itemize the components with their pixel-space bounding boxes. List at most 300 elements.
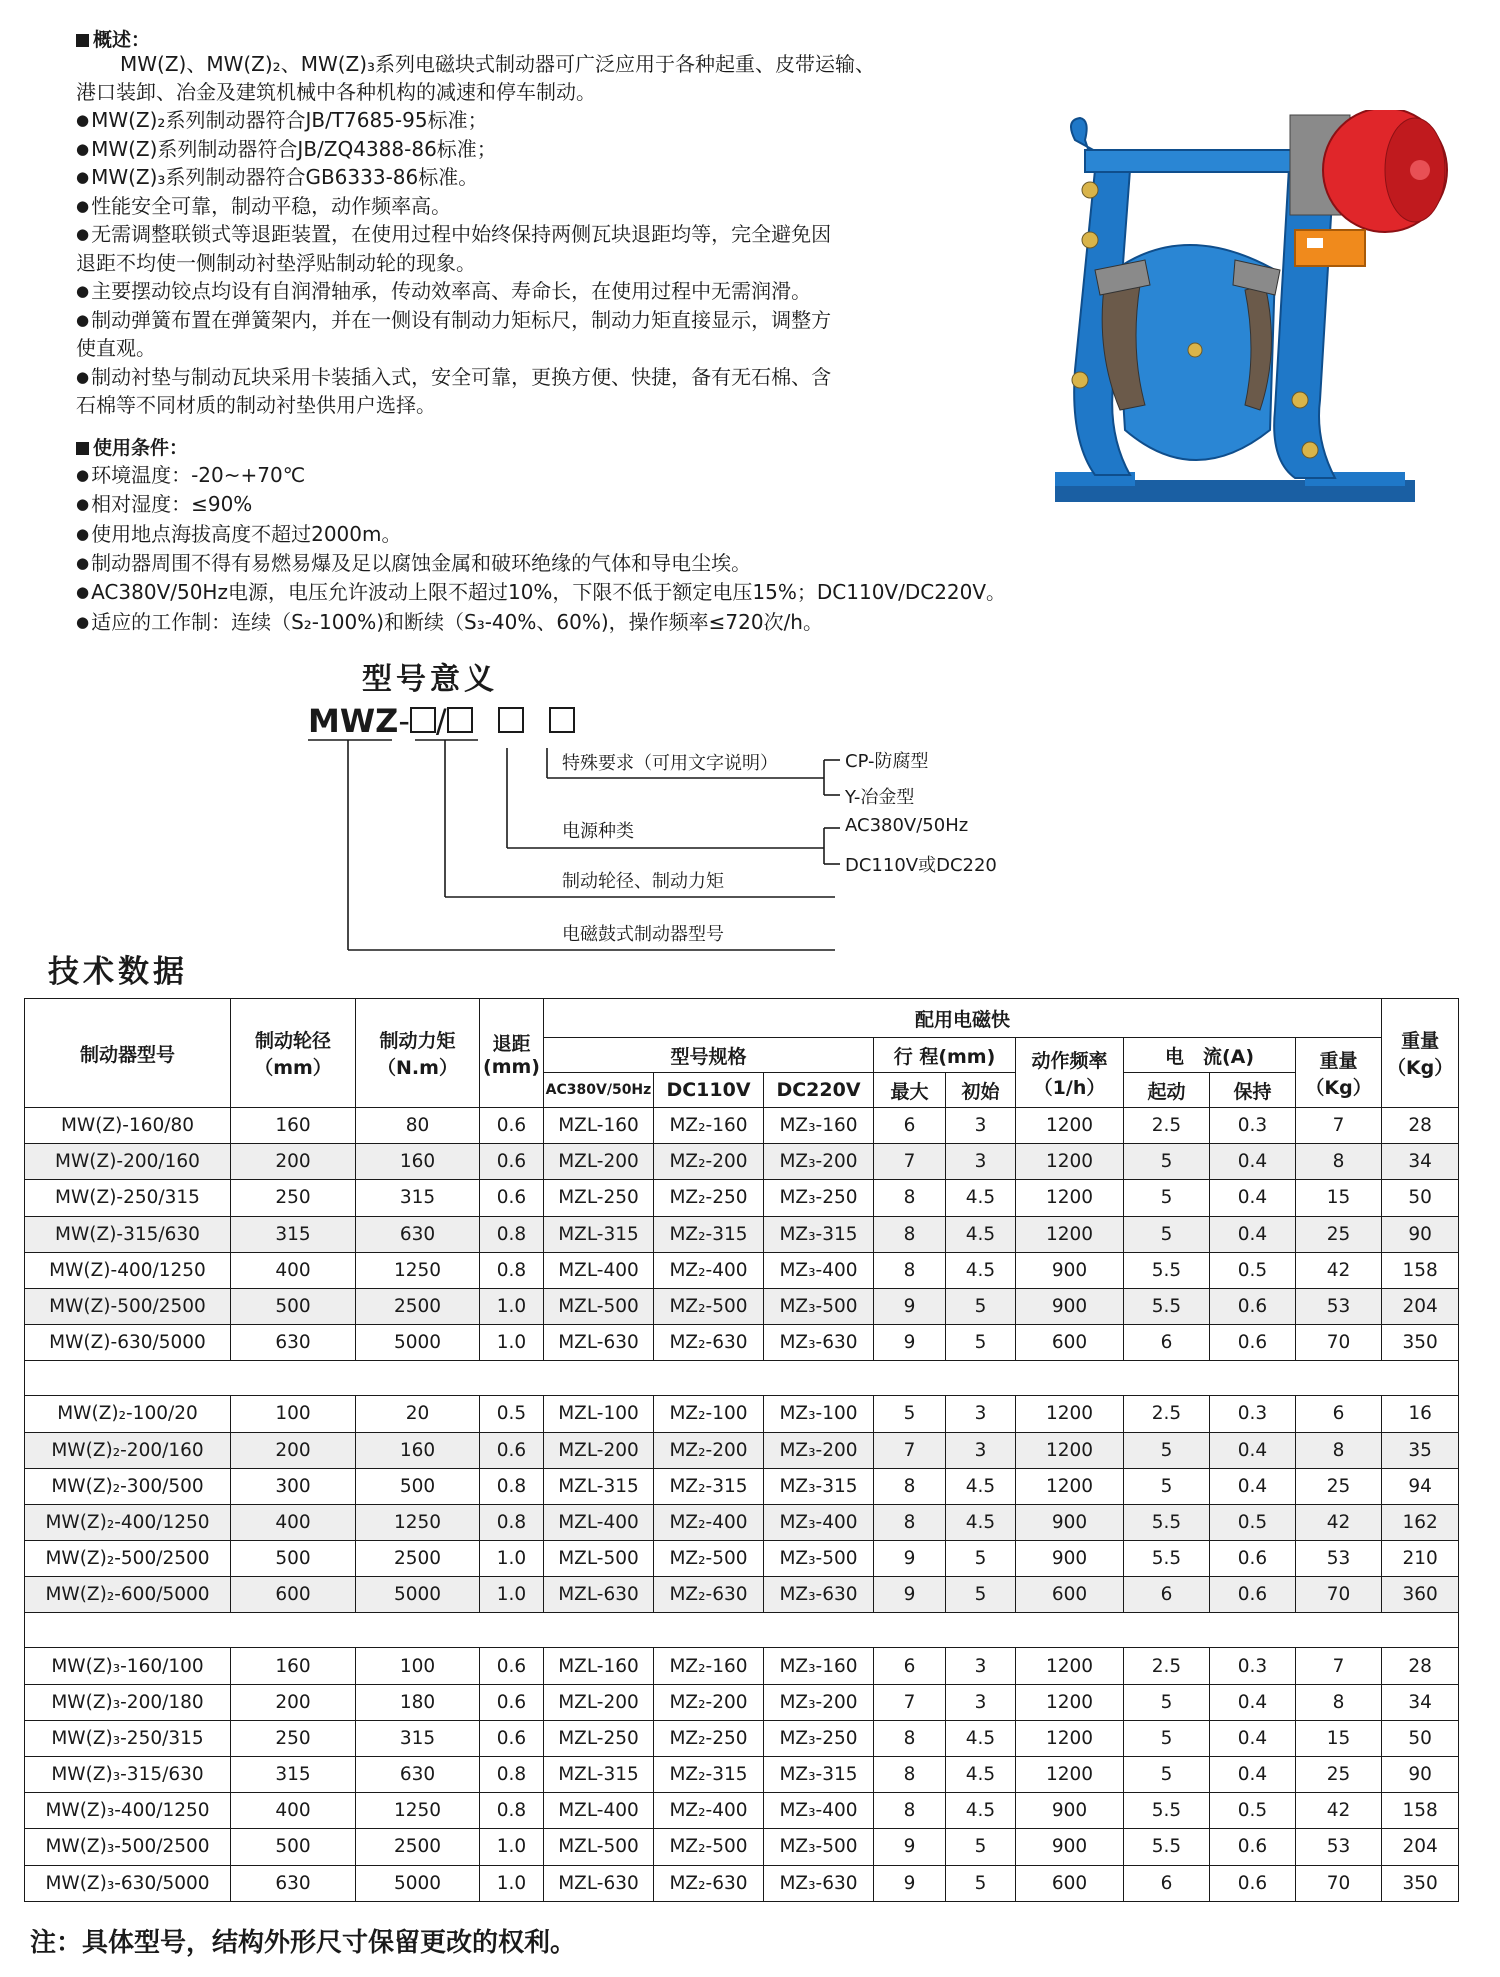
table-row	[25, 1648, 1459, 1684]
cell-stroke-max: 7	[874, 1432, 946, 1468]
cell-mag-weight: 15	[1296, 1180, 1382, 1216]
cell-cur-hold: 0.6	[1210, 1541, 1296, 1577]
cell-freq: 1200	[1016, 1108, 1124, 1144]
cell-dc110: MZ₂-500	[654, 1829, 764, 1865]
code-box	[549, 707, 575, 733]
cell-model: MW(Z)₃-400/1250	[25, 1793, 231, 1829]
cell-freq: 900	[1016, 1793, 1124, 1829]
cell-weight: 34	[1382, 1684, 1459, 1720]
separator-cell	[25, 1613, 1459, 1648]
cell-cur-start: 2.5	[1124, 1396, 1210, 1432]
col-stroke-init: 初始	[946, 1073, 1016, 1108]
overview-heading: 概述：	[76, 25, 150, 52]
square-bullet-icon	[76, 442, 89, 455]
cell-mag-weight: 53	[1296, 1829, 1382, 1865]
cell-ac: MZL-400	[544, 1252, 654, 1288]
group-separator-row	[25, 1613, 1459, 1648]
model-code-prefix: MWZ	[308, 702, 399, 740]
cell-weight: 204	[1382, 1288, 1459, 1324]
cell-cur-hold: 0.5	[1210, 1504, 1296, 1540]
cell-stroke-max: 6	[874, 1648, 946, 1684]
cell-ac: MZL-500	[544, 1288, 654, 1324]
cell-cur-start: 5	[1124, 1180, 1210, 1216]
cell-stroke-init: 3	[946, 1396, 1016, 1432]
cell-retreat: 0.6	[480, 1720, 544, 1756]
cell-dc110: MZ₂-200	[654, 1432, 764, 1468]
cell-cur-hold: 0.4	[1210, 1757, 1296, 1793]
col-wheel: 制动轮径 （mm）	[231, 999, 356, 1108]
col-torque: 制动力矩 （N.m）	[356, 999, 480, 1108]
cell-freq: 1200	[1016, 1648, 1124, 1684]
cell-dc220: MZ₃-630	[764, 1577, 874, 1613]
cell-weight: 28	[1382, 1108, 1459, 1144]
col-cur-start: 起动	[1124, 1073, 1210, 1108]
cell-dc220: MZ₃-250	[764, 1720, 874, 1756]
cell-dc110: MZ₂-250	[654, 1720, 764, 1756]
cell-torque: 5000	[356, 1325, 480, 1361]
cell-mag-weight: 70	[1296, 1577, 1382, 1613]
cell-mag-weight: 25	[1296, 1216, 1382, 1252]
cell-cur-hold: 0.6	[1210, 1577, 1296, 1613]
cell-stroke-max: 8	[874, 1793, 946, 1829]
cell-wheel: 315	[231, 1216, 356, 1252]
cell-wheel: 500	[231, 1829, 356, 1865]
cell-wheel: 500	[231, 1288, 356, 1324]
label-special-cp: CP-防腐型	[845, 751, 929, 772]
cell-wheel: 500	[231, 1541, 356, 1577]
table-row	[25, 1144, 1459, 1180]
cell-ac: MZL-250	[544, 1720, 654, 1756]
cell-torque: 630	[356, 1216, 480, 1252]
cell-model: MW(Z)₂-100/20	[25, 1396, 231, 1432]
table-row	[25, 1396, 1459, 1432]
cell-retreat: 0.6	[480, 1684, 544, 1720]
cell-mag-weight: 53	[1296, 1541, 1382, 1577]
cell-ac: MZL-400	[544, 1504, 654, 1540]
cell-freq: 900	[1016, 1288, 1124, 1324]
cell-mag-weight: 8	[1296, 1432, 1382, 1468]
spec-table-body	[25, 1108, 1459, 1902]
cell-wheel: 250	[231, 1720, 356, 1756]
cell-mag-weight: 70	[1296, 1325, 1382, 1361]
cell-freq: 600	[1016, 1577, 1124, 1613]
cell-dc110: MZ₂-630	[654, 1865, 764, 1901]
cell-dc110: MZ₂-315	[654, 1468, 764, 1504]
cell-retreat: 0.6	[480, 1144, 544, 1180]
cell-mag-weight: 25	[1296, 1757, 1382, 1793]
cell-ac: MZL-630	[544, 1325, 654, 1361]
cell-wheel: 100	[231, 1396, 356, 1432]
cell-retreat: 1.0	[480, 1577, 544, 1613]
table-row	[25, 1504, 1459, 1540]
cell-stroke-max: 7	[874, 1684, 946, 1720]
table-row	[25, 1252, 1459, 1288]
cell-model: MW(Z)₃-250/315	[25, 1720, 231, 1756]
label-wheel: 制动轮径、制动力矩	[562, 871, 724, 892]
cell-dc220: MZ₃-400	[764, 1793, 874, 1829]
cell-cur-start: 5.5	[1124, 1504, 1210, 1540]
cell-torque: 2500	[356, 1288, 480, 1324]
cell-mag-weight: 15	[1296, 1720, 1382, 1756]
cell-wheel: 630	[231, 1325, 356, 1361]
condition-bullet: ● AC380V/50Hz电源，电压允许波动上限不超过10%，下限不低于额定电压15%；DC110V/DC220V。	[76, 578, 1006, 606]
cell-freq: 900	[1016, 1541, 1124, 1577]
cell-weight: 35	[1382, 1432, 1459, 1468]
cell-freq: 1200	[1016, 1396, 1124, 1432]
cell-model: MW(Z)₃-200/180	[25, 1684, 231, 1720]
cell-dc110: MZ₂-160	[654, 1648, 764, 1684]
cell-torque: 315	[356, 1180, 480, 1216]
condition-bullet: ● 相对湿度：≤90%	[76, 490, 252, 518]
cell-cur-hold: 0.5	[1210, 1793, 1296, 1829]
cell-weight: 94	[1382, 1468, 1459, 1504]
cell-freq: 900	[1016, 1829, 1124, 1865]
cell-dc220: MZ₃-100	[764, 1396, 874, 1432]
cell-stroke-max: 9	[874, 1541, 946, 1577]
cell-ac: MZL-200	[544, 1684, 654, 1720]
table-row	[25, 1216, 1459, 1252]
cell-cur-hold: 0.4	[1210, 1684, 1296, 1720]
cell-retreat: 0.6	[480, 1180, 544, 1216]
col-stroke: 行 程(mm)	[874, 1038, 1016, 1073]
cell-stroke-max: 8	[874, 1757, 946, 1793]
cell-dc110: MZ₂-630	[654, 1325, 764, 1361]
cell-ac: MZL-315	[544, 1757, 654, 1793]
cell-weight: 28	[1382, 1648, 1459, 1684]
cell-torque: 180	[356, 1684, 480, 1720]
cell-ac: MZL-630	[544, 1865, 654, 1901]
col-current: 电 流(A)	[1124, 1038, 1296, 1073]
cell-dc220: MZ₃-200	[764, 1432, 874, 1468]
cell-torque: 160	[356, 1432, 480, 1468]
cell-dc110: MZ₂-200	[654, 1144, 764, 1180]
cell-stroke-init: 5	[946, 1325, 1016, 1361]
condition-bullet: ● 适应的工作制：连续（S₂-100%)和断续（S₃-40%、60%)，操作频率≤720次/h。	[76, 608, 823, 636]
col-stroke-max: 最大	[874, 1073, 946, 1108]
cell-cur-hold: 0.6	[1210, 1288, 1296, 1324]
cell-stroke-max: 9	[874, 1829, 946, 1865]
cell-weight: 90	[1382, 1216, 1459, 1252]
cell-retreat: 1.0	[480, 1288, 544, 1324]
label-power: 电源种类	[562, 821, 634, 842]
cell-cur-hold: 0.5	[1210, 1252, 1296, 1288]
cell-dc110: MZ₂-315	[654, 1757, 764, 1793]
cell-ac: MZL-160	[544, 1108, 654, 1144]
cell-cur-hold: 0.4	[1210, 1180, 1296, 1216]
cell-mag-weight: 8	[1296, 1144, 1382, 1180]
cell-weight: 210	[1382, 1541, 1459, 1577]
cell-weight: 350	[1382, 1865, 1459, 1901]
cell-mag-weight: 25	[1296, 1468, 1382, 1504]
overview-intro-line: 港口装卸、冶金及建筑机械中各种机构的减速和停车制动。	[76, 80, 596, 104]
cell-freq: 1200	[1016, 1216, 1124, 1252]
cell-wheel: 200	[231, 1144, 356, 1180]
cell-weight: 34	[1382, 1144, 1459, 1180]
table-row	[25, 1757, 1459, 1793]
cell-torque: 630	[356, 1757, 480, 1793]
overview-bullet: ● 无需调整联锁式等退距装置，在使用过程中始终保持两侧瓦块退距均等，完全避免因	[76, 220, 831, 248]
cell-cur-hold: 0.6	[1210, 1865, 1296, 1901]
cell-stroke-init: 5	[946, 1288, 1016, 1324]
cell-stroke-max: 5	[874, 1396, 946, 1432]
cell-freq: 1200	[1016, 1468, 1124, 1504]
cell-dc220: MZ₃-160	[764, 1648, 874, 1684]
cell-model: MW(Z)-630/5000	[25, 1325, 231, 1361]
table-row	[25, 1288, 1459, 1324]
cell-cur-start: 5.5	[1124, 1793, 1210, 1829]
cell-model: MW(Z)₂-500/2500	[25, 1541, 231, 1577]
cell-cur-hold: 0.6	[1210, 1325, 1296, 1361]
table-row	[25, 1325, 1459, 1361]
cell-mag-weight: 42	[1296, 1793, 1382, 1829]
cell-freq: 1200	[1016, 1757, 1124, 1793]
cell-model: MW(Z)₂-400/1250	[25, 1504, 231, 1540]
cell-retreat: 0.8	[480, 1757, 544, 1793]
cell-cur-start: 6	[1124, 1865, 1210, 1901]
cell-ac: MZL-500	[544, 1541, 654, 1577]
code-box	[410, 707, 436, 733]
cell-dc220: MZ₃-200	[764, 1684, 874, 1720]
cell-stroke-init: 5	[946, 1577, 1016, 1613]
cell-wheel: 600	[231, 1577, 356, 1613]
cell-ac: MZL-200	[544, 1144, 654, 1180]
cell-ac: MZL-100	[544, 1396, 654, 1432]
cell-stroke-max: 8	[874, 1720, 946, 1756]
table-row	[25, 1468, 1459, 1504]
col-spec: 型号规格	[544, 1038, 874, 1073]
cell-stroke-init: 4.5	[946, 1216, 1016, 1252]
cell-cur-start: 6	[1124, 1577, 1210, 1613]
cell-mag-weight: 42	[1296, 1504, 1382, 1540]
cell-stroke-max: 9	[874, 1325, 946, 1361]
cell-torque: 160	[356, 1144, 480, 1180]
cell-mag-weight: 42	[1296, 1252, 1382, 1288]
col-mag-weight: 重量 （Kg）	[1296, 1038, 1382, 1108]
cell-dc110: MZ₂-315	[654, 1216, 764, 1252]
cell-freq: 1200	[1016, 1684, 1124, 1720]
cell-ac: MZL-315	[544, 1216, 654, 1252]
cell-weight: 204	[1382, 1829, 1459, 1865]
overview-bullet: ● 性能安全可靠，制动平稳，动作频率高。	[76, 192, 451, 220]
cell-dc220: MZ₃-315	[764, 1216, 874, 1252]
separator-cell	[25, 1361, 1459, 1396]
label-power-ac: AC380V/50Hz	[845, 815, 969, 836]
cell-mag-weight: 70	[1296, 1865, 1382, 1901]
cell-dc220: MZ₃-500	[764, 1541, 874, 1577]
model-meaning-title: 型号意义	[362, 662, 498, 697]
cell-mag-weight: 7	[1296, 1648, 1382, 1684]
model-code-slash: /	[435, 702, 447, 740]
code-box	[498, 707, 524, 733]
cell-torque: 5000	[356, 1577, 480, 1613]
cell-retreat: 0.8	[480, 1504, 544, 1540]
overview-bullet: ● MW(Z)₃系列制动器符合GB6333-86标准。	[76, 163, 478, 191]
cell-model: MW(Z)₂-200/160	[25, 1432, 231, 1468]
cell-freq: 900	[1016, 1252, 1124, 1288]
cell-freq: 900	[1016, 1504, 1124, 1540]
cell-wheel: 315	[231, 1757, 356, 1793]
cell-dc220: MZ₃-160	[764, 1108, 874, 1144]
cell-stroke-max: 9	[874, 1865, 946, 1901]
cell-wheel: 160	[231, 1648, 356, 1684]
cell-model: MW(Z)-400/1250	[25, 1252, 231, 1288]
cell-dc110: MZ₂-100	[654, 1396, 764, 1432]
cell-weight: 360	[1382, 1577, 1459, 1613]
cell-ac: MZL-630	[544, 1577, 654, 1613]
col-freq: 动作频率 （1/h）	[1016, 1038, 1124, 1108]
overview-bullet: ● 制动衬垫与制动瓦块采用卡装插入式，安全可靠，更换方便、快捷，备有无石棉、含	[76, 363, 831, 391]
cell-retreat: 0.6	[480, 1108, 544, 1144]
cell-torque: 2500	[356, 1829, 480, 1865]
cell-cur-start: 5.5	[1124, 1541, 1210, 1577]
cell-freq: 1200	[1016, 1144, 1124, 1180]
cell-cur-hold: 0.6	[1210, 1829, 1296, 1865]
cell-ac: MZL-200	[544, 1432, 654, 1468]
cell-weight: 158	[1382, 1793, 1459, 1829]
cell-ac: MZL-500	[544, 1829, 654, 1865]
cell-weight: 350	[1382, 1325, 1459, 1361]
col-retreat: 退距 (mm)	[480, 999, 544, 1108]
cell-retreat: 1.0	[480, 1865, 544, 1901]
cell-dc110: MZ₂-500	[654, 1541, 764, 1577]
cell-cur-start: 5.5	[1124, 1252, 1210, 1288]
cell-torque: 500	[356, 1468, 480, 1504]
cell-model: MW(Z)₃-315/630	[25, 1757, 231, 1793]
cell-dc220: MZ₃-500	[764, 1288, 874, 1324]
cell-stroke-max: 6	[874, 1108, 946, 1144]
model-code	[308, 702, 575, 740]
cell-model: MW(Z)₃-160/100	[25, 1648, 231, 1684]
cell-dc220: MZ₃-630	[764, 1325, 874, 1361]
cell-cur-hold: 0.3	[1210, 1108, 1296, 1144]
cell-weight: 50	[1382, 1180, 1459, 1216]
cell-cur-hold: 0.4	[1210, 1216, 1296, 1252]
cell-dc110: MZ₂-400	[654, 1793, 764, 1829]
cell-freq: 600	[1016, 1325, 1124, 1361]
cell-retreat: 0.5	[480, 1396, 544, 1432]
col-dc110: DC110V	[654, 1073, 764, 1108]
condition-bullet: ● 制动器周围不得有易燃易爆及足以腐蚀金属和破环绝缘的气体和导电尘埃。	[76, 549, 751, 577]
cell-stroke-init: 5	[946, 1829, 1016, 1865]
footnote: 注：具体型号，结构外形尺寸保留更改的权利。	[30, 1928, 577, 1958]
cell-freq: 600	[1016, 1865, 1124, 1901]
cell-weight: 162	[1382, 1504, 1459, 1540]
cell-dc220: MZ₃-500	[764, 1829, 874, 1865]
cell-torque: 5000	[356, 1865, 480, 1901]
cell-cur-hold: 0.4	[1210, 1720, 1296, 1756]
cell-dc220: MZ₃-315	[764, 1757, 874, 1793]
cell-retreat: 0.8	[480, 1252, 544, 1288]
cell-wheel: 200	[231, 1432, 356, 1468]
cell-stroke-max: 9	[874, 1288, 946, 1324]
col-ac: AC380V/50Hz	[544, 1073, 654, 1108]
table-row	[25, 1829, 1459, 1865]
cell-stroke-init: 3	[946, 1432, 1016, 1468]
cell-weight: 158	[1382, 1252, 1459, 1288]
cell-stroke-max: 8	[874, 1468, 946, 1504]
table-row	[25, 1108, 1459, 1144]
table-row	[25, 1432, 1459, 1468]
cell-dc110: MZ₂-160	[654, 1108, 764, 1144]
cell-stroke-max: 8	[874, 1504, 946, 1540]
overview-bullet: ● MW(Z)₂系列制动器符合JB/T7685-95标准；	[76, 106, 488, 134]
cell-wheel: 400	[231, 1793, 356, 1829]
cell-mag-weight: 7	[1296, 1108, 1382, 1144]
cell-wheel: 630	[231, 1865, 356, 1901]
cell-stroke-max: 7	[874, 1144, 946, 1180]
table-row	[25, 1793, 1459, 1829]
cell-stroke-init: 4.5	[946, 1180, 1016, 1216]
table-row	[25, 1865, 1459, 1901]
cell-cur-hold: 0.3	[1210, 1396, 1296, 1432]
cell-torque: 100	[356, 1648, 480, 1684]
cell-ac: MZL-250	[544, 1180, 654, 1216]
cell-model: MW(Z)-315/630	[25, 1216, 231, 1252]
cell-retreat: 0.6	[480, 1432, 544, 1468]
label-type: 电磁鼓式制动器型号	[562, 924, 724, 945]
model-code-dash: -	[398, 702, 410, 740]
cell-stroke-init: 3	[946, 1684, 1016, 1720]
cell-stroke-init: 3	[946, 1144, 1016, 1180]
cell-mag-weight: 6	[1296, 1396, 1382, 1432]
cell-model: MW(Z)₂-600/5000	[25, 1577, 231, 1613]
cell-cur-start: 5	[1124, 1468, 1210, 1504]
cell-stroke-init: 4.5	[946, 1757, 1016, 1793]
cell-dc110: MZ₂-200	[654, 1684, 764, 1720]
cell-cur-start: 2.5	[1124, 1108, 1210, 1144]
cell-stroke-max: 9	[874, 1577, 946, 1613]
cell-torque: 2500	[356, 1541, 480, 1577]
cell-retreat: 0.8	[480, 1468, 544, 1504]
cell-torque: 1250	[356, 1793, 480, 1829]
cell-torque: 20	[356, 1396, 480, 1432]
cell-dc220: MZ₃-400	[764, 1252, 874, 1288]
cell-weight: 16	[1382, 1396, 1459, 1432]
condition-bullet: ● 环境温度：-20~+70℃	[76, 461, 305, 489]
table-row	[25, 1577, 1459, 1613]
cell-freq: 1200	[1016, 1432, 1124, 1468]
table-row	[25, 1180, 1459, 1216]
cell-weight: 90	[1382, 1757, 1459, 1793]
cell-wheel: 400	[231, 1252, 356, 1288]
cell-stroke-init: 4.5	[946, 1468, 1016, 1504]
col-weight: 重量 （Kg）	[1382, 999, 1459, 1108]
cell-model: MW(Z)-500/2500	[25, 1288, 231, 1324]
cell-retreat: 0.6	[480, 1648, 544, 1684]
col-cur-hold: 保持	[1210, 1073, 1296, 1108]
cell-dc220: MZ₃-630	[764, 1865, 874, 1901]
cell-dc220: MZ₃-250	[764, 1180, 874, 1216]
label-power-dc: DC110V或DC220	[845, 855, 997, 876]
cell-stroke-init: 4.5	[946, 1793, 1016, 1829]
brake-product-image	[1035, 110, 1455, 510]
cell-cur-start: 2.5	[1124, 1648, 1210, 1684]
cell-dc220: MZ₃-400	[764, 1504, 874, 1540]
cell-torque: 1250	[356, 1504, 480, 1540]
cell-stroke-init: 4.5	[946, 1504, 1016, 1540]
spec-table	[24, 998, 1459, 1902]
cell-dc110: MZ₂-400	[654, 1252, 764, 1288]
table-row	[25, 1541, 1459, 1577]
cell-cur-hold: 0.4	[1210, 1144, 1296, 1180]
cell-dc110: MZ₂-250	[654, 1180, 764, 1216]
cell-cur-start: 5	[1124, 1432, 1210, 1468]
cell-torque: 315	[356, 1720, 480, 1756]
cell-stroke-init: 3	[946, 1108, 1016, 1144]
cell-stroke-init: 4.5	[946, 1720, 1016, 1756]
square-bullet-icon	[76, 34, 89, 47]
col-magnet: 配用电磁快	[544, 999, 1382, 1038]
